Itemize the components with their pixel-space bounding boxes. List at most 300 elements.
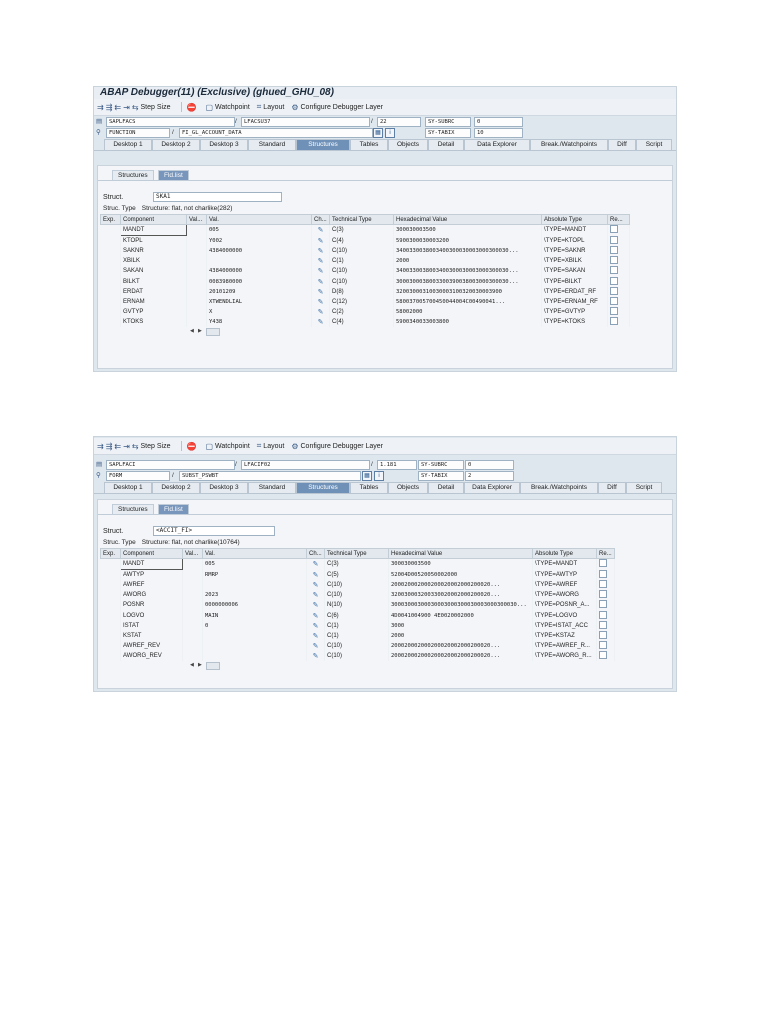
pencil-icon[interactable]: ✎ bbox=[312, 612, 319, 620]
step-size-button[interactable]: ⇆ Step Size bbox=[131, 441, 171, 451]
table-row[interactable] bbox=[101, 256, 630, 266]
value-cell[interactable] bbox=[203, 631, 307, 641]
tab-break-watchpoints[interactable]: Break./Watchpoints bbox=[520, 482, 598, 493]
change-cell[interactable] bbox=[312, 317, 330, 327]
reference-checkbox[interactable] bbox=[610, 297, 618, 305]
change-cell[interactable] bbox=[312, 276, 330, 286]
absolute-type-cell: \TYPE=ERDAT_RF bbox=[542, 287, 608, 297]
reference-cell bbox=[608, 256, 630, 266]
field-list-table bbox=[100, 214, 630, 327]
tab-desktop-1[interactable]: Desktop 1 bbox=[104, 139, 152, 150]
column-header[interactable]: Component bbox=[121, 549, 183, 559]
column-header[interactable]: Ch... bbox=[307, 549, 325, 559]
tab-script[interactable]: Script bbox=[636, 139, 672, 150]
tab-diff[interactable]: Diff bbox=[608, 139, 636, 150]
value-flag-cell bbox=[183, 610, 203, 620]
scrollbar-thumb[interactable] bbox=[206, 662, 220, 670]
change-cell[interactable] bbox=[307, 600, 325, 610]
change-cell[interactable] bbox=[312, 307, 330, 317]
technical-type-cell: C(10) bbox=[330, 266, 394, 276]
value-cell[interactable]: MAIN bbox=[203, 610, 307, 620]
reference-cell bbox=[608, 246, 630, 256]
column-header[interactable]: Exp. bbox=[101, 549, 121, 559]
tab-break-watchpoints[interactable]: Break./Watchpoints bbox=[530, 139, 608, 150]
change-cell[interactable] bbox=[312, 246, 330, 256]
hex-value-cell: 2000 bbox=[389, 631, 533, 641]
reference-cell bbox=[608, 317, 630, 327]
tab-tables[interactable]: Tables bbox=[350, 482, 388, 493]
technical-type-cell: C(10) bbox=[330, 246, 394, 256]
reference-checkbox[interactable] bbox=[610, 236, 618, 244]
value-cell[interactable]: 4384000000 bbox=[207, 266, 312, 276]
tab-structures[interactable]: Structures bbox=[296, 482, 350, 493]
component-cell: SAKAN bbox=[121, 266, 187, 276]
absolute-type-cell: \TYPE=MANDT bbox=[533, 559, 597, 570]
pencil-icon[interactable]: ✎ bbox=[312, 571, 319, 579]
table-row[interactable] bbox=[101, 276, 630, 286]
table-row[interactable] bbox=[101, 236, 630, 247]
struct-row bbox=[98, 191, 672, 204]
reference-checkbox[interactable] bbox=[610, 225, 618, 233]
step-into-icon[interactable]: ⇉ bbox=[97, 102, 104, 112]
table-body bbox=[101, 559, 615, 661]
expand-cell bbox=[101, 590, 121, 600]
pencil-icon[interactable]: ✎ bbox=[317, 298, 324, 306]
value-flag-cell bbox=[187, 266, 207, 276]
column-header[interactable]: Val. bbox=[207, 215, 312, 225]
step-over-icon[interactable]: ⇶ bbox=[105, 102, 113, 112]
tab-desktop-2[interactable]: Desktop 2 bbox=[152, 482, 200, 493]
tab-detail[interactable]: Detail bbox=[428, 139, 464, 150]
tab-standard[interactable]: Standard bbox=[248, 139, 296, 150]
technical-type-cell: C(12) bbox=[330, 297, 394, 307]
expand-cell bbox=[101, 256, 121, 266]
pencil-icon[interactable]: ✎ bbox=[317, 227, 324, 235]
hex-value-cell: 4D0041004900 4E0020002000 bbox=[389, 610, 533, 620]
table-row[interactable] bbox=[101, 610, 615, 620]
change-cell[interactable] bbox=[307, 651, 325, 661]
scroll-right-icon[interactable]: ▶ bbox=[198, 661, 202, 668]
reference-checkbox[interactable] bbox=[610, 256, 618, 264]
change-cell[interactable] bbox=[312, 236, 330, 247]
pencil-icon[interactable]: ✎ bbox=[317, 237, 324, 245]
reference-checkbox[interactable] bbox=[610, 246, 618, 254]
horizontal-scrollbar[interactable] bbox=[98, 327, 672, 336]
reference-checkbox[interactable] bbox=[610, 266, 618, 274]
tab-objects[interactable]: Objects bbox=[388, 482, 428, 493]
change-cell[interactable] bbox=[307, 631, 325, 641]
reference-cell bbox=[608, 287, 630, 297]
component-cell: AWREF bbox=[121, 580, 183, 590]
reference-checkbox[interactable] bbox=[610, 317, 618, 325]
tab-desktop-1[interactable]: Desktop 1 bbox=[104, 482, 152, 493]
absolute-type-cell: \TYPE=ISTAT_ACC bbox=[533, 621, 597, 631]
expand-cell bbox=[101, 307, 121, 317]
value-cell[interactable]: RMRP bbox=[203, 570, 307, 581]
reference-checkbox[interactable] bbox=[599, 621, 607, 629]
reference-checkbox[interactable] bbox=[599, 651, 607, 659]
value-flag-cell bbox=[187, 297, 207, 307]
tab-structures[interactable]: Structures bbox=[296, 139, 350, 150]
column-header[interactable]: Val... bbox=[183, 549, 203, 559]
expand-cell bbox=[101, 600, 121, 610]
reference-cell bbox=[608, 225, 630, 236]
expand-cell bbox=[101, 266, 121, 276]
pencil-icon[interactable]: ✎ bbox=[312, 652, 319, 660]
table-row[interactable] bbox=[101, 621, 615, 631]
info-icon[interactable]: i bbox=[374, 471, 384, 481]
hex-value-cell: 5900300030003200 bbox=[394, 236, 542, 247]
table-row[interactable] bbox=[101, 559, 615, 570]
value-cell[interactable]: Y002 bbox=[207, 236, 312, 247]
hex-value-cell: 320030003200330020002000200020... bbox=[389, 590, 533, 600]
absolute-type-cell: \TYPE=AWORG bbox=[533, 590, 597, 600]
subtab-structures[interactable]: Structures bbox=[112, 170, 154, 180]
step-into-icon[interactable]: ⇉ bbox=[97, 441, 104, 451]
absolute-type-cell: \TYPE=SAKNR bbox=[542, 246, 608, 256]
hex-value-cell: 52004D00520050002000 bbox=[389, 570, 533, 581]
table-row[interactable] bbox=[101, 307, 630, 317]
expand-cell bbox=[101, 631, 121, 641]
absolute-type-cell: \TYPE=XBILK bbox=[542, 256, 608, 266]
continue-icon[interactable]: ⇥ bbox=[123, 102, 130, 112]
struct-input[interactable]: <ACCIT_FI> bbox=[153, 526, 275, 536]
document-icon: ▢ bbox=[205, 441, 214, 451]
value-cell[interactable] bbox=[203, 580, 307, 590]
configure-layer-button[interactable]: ⚙ Configure Debugger Layer bbox=[291, 102, 383, 112]
reference-cell bbox=[597, 590, 615, 600]
scroll-right-icon[interactable]: ▶ bbox=[198, 327, 202, 334]
value-cell[interactable]: 4384000000 bbox=[207, 246, 312, 256]
watchpoint-button[interactable]: ▢ Watchpoint bbox=[205, 102, 250, 112]
struc-type-row bbox=[98, 538, 672, 548]
display-source-icon[interactable]: ▦ bbox=[373, 128, 383, 138]
table-row[interactable] bbox=[101, 600, 615, 610]
step-return-icon[interactable]: ⇇ bbox=[114, 441, 122, 451]
struc-type-value: Structure: flat, not charlike(10764) bbox=[141, 539, 240, 546]
step-return-icon[interactable]: ⇇ bbox=[114, 102, 122, 112]
reference-cell bbox=[597, 559, 615, 570]
tab-desktop-2[interactable]: Desktop 2 bbox=[152, 139, 200, 150]
column-header[interactable]: Val... bbox=[187, 215, 207, 225]
event-field[interactable]: FI_GL_ACCOUNT_DATA bbox=[179, 128, 373, 138]
tab-tables[interactable]: Tables bbox=[350, 139, 388, 150]
value-cell[interactable]: 0000000006 bbox=[203, 600, 307, 610]
reference-checkbox[interactable] bbox=[599, 590, 607, 598]
value-cell[interactable]: 20101209 bbox=[207, 287, 312, 297]
value-flag-cell bbox=[187, 225, 207, 236]
program-field[interactable]: SAPLFACI bbox=[106, 460, 235, 470]
column-header[interactable]: Ch... bbox=[312, 215, 330, 225]
pencil-icon[interactable]: ✎ bbox=[312, 592, 319, 600]
value-flag-cell bbox=[183, 651, 203, 661]
continue-icon[interactable]: ⇥ bbox=[123, 441, 130, 451]
scroll-left-icon[interactable]: ◀ bbox=[190, 327, 194, 334]
reference-checkbox[interactable] bbox=[599, 641, 607, 649]
absolute-type-cell: \TYPE=AWTYP bbox=[533, 570, 597, 581]
technical-type-cell: C(10) bbox=[325, 641, 389, 651]
tab-objects[interactable]: Objects bbox=[388, 139, 428, 150]
tab-desktop-3[interactable]: Desktop 3 bbox=[200, 482, 248, 493]
column-header[interactable]: Val. bbox=[203, 549, 307, 559]
hex-value-cell: 5900340033003800 bbox=[394, 317, 542, 327]
value-flag-cell bbox=[187, 256, 207, 266]
pencil-icon[interactable]: ✎ bbox=[312, 632, 319, 640]
scroll-left-icon[interactable]: ◀ bbox=[190, 661, 194, 668]
change-cell[interactable] bbox=[307, 621, 325, 631]
value-flag-cell bbox=[183, 641, 203, 651]
step-over-icon[interactable]: ⇶ bbox=[105, 441, 113, 451]
configure-layer-button[interactable]: ⚙ Configure Debugger Layer bbox=[291, 441, 383, 451]
table-row[interactable] bbox=[101, 570, 615, 581]
sy-subrc-value: 0 bbox=[465, 460, 514, 470]
value-cell[interactable]: 0083980000 bbox=[207, 276, 312, 286]
reference-cell bbox=[597, 621, 615, 631]
value-cell[interactable]: 2023 bbox=[203, 590, 307, 600]
component-cell: KTOKS bbox=[121, 317, 187, 327]
reference-checkbox[interactable] bbox=[599, 600, 607, 608]
component-cell: MANDT bbox=[121, 559, 183, 570]
column-header[interactable]: Exp. bbox=[101, 215, 121, 225]
technical-type-cell: C(10) bbox=[325, 580, 389, 590]
sy-tabix-label: SY-TABIX bbox=[418, 471, 464, 481]
table-row[interactable] bbox=[101, 641, 615, 651]
reference-checkbox[interactable] bbox=[610, 307, 618, 315]
configure-icon: ⚙ bbox=[291, 102, 299, 112]
absolute-type-cell: \TYPE=KTOPL bbox=[542, 236, 608, 247]
table-row[interactable] bbox=[101, 266, 630, 276]
event-field[interactable]: SUBST_PSWBT bbox=[179, 471, 361, 481]
change-cell[interactable] bbox=[312, 287, 330, 297]
include-field[interactable]: LFACIF02 bbox=[241, 460, 370, 470]
column-header[interactable]: Component bbox=[121, 215, 187, 225]
reference-checkbox[interactable] bbox=[599, 570, 607, 578]
display-source-icon[interactable]: ▦ bbox=[362, 471, 372, 481]
debugger-screenshot-2 bbox=[93, 436, 677, 692]
expand-cell bbox=[101, 236, 121, 247]
reference-checkbox[interactable] bbox=[599, 631, 607, 639]
pencil-icon[interactable]: ✎ bbox=[317, 308, 324, 316]
structure-subtabs bbox=[98, 170, 672, 181]
reference-checkbox[interactable] bbox=[599, 611, 607, 619]
tab-data-explorer[interactable]: Data Explorer bbox=[464, 139, 530, 150]
expand-cell bbox=[101, 651, 121, 661]
slash-separator: / bbox=[235, 118, 237, 125]
pencil-icon[interactable]: ✎ bbox=[312, 582, 319, 590]
pencil-icon[interactable]: ✎ bbox=[317, 248, 324, 256]
value-flag-cell bbox=[187, 246, 207, 256]
value-flag-cell bbox=[183, 570, 203, 581]
change-cell[interactable] bbox=[312, 297, 330, 307]
change-cell[interactable] bbox=[307, 570, 325, 581]
struct-input[interactable]: SKA1 bbox=[153, 192, 282, 202]
struc-type-label: Struc. Type bbox=[103, 205, 136, 212]
change-cell[interactable] bbox=[312, 266, 330, 276]
info-icon[interactable]: i bbox=[385, 128, 395, 138]
value-cell[interactable] bbox=[203, 651, 307, 661]
reference-cell bbox=[608, 276, 630, 286]
pencil-icon[interactable]: ✎ bbox=[317, 278, 324, 286]
pencil-icon[interactable]: ✎ bbox=[317, 268, 324, 276]
table-row[interactable] bbox=[101, 246, 630, 256]
hex-value-cell: 300030003500 bbox=[389, 559, 533, 570]
value-cell[interactable] bbox=[207, 256, 312, 266]
reference-cell bbox=[608, 297, 630, 307]
struc-type-row bbox=[98, 204, 672, 214]
change-cell[interactable] bbox=[307, 641, 325, 651]
subtab-field-list[interactable]: Fld.list bbox=[158, 504, 189, 514]
hex-value-cell: 200020002000200020002000200020... bbox=[389, 580, 533, 590]
field-list-table bbox=[100, 548, 615, 661]
column-header[interactable]: Re... bbox=[597, 549, 615, 559]
table-row[interactable] bbox=[101, 651, 615, 661]
program-info-row bbox=[94, 459, 676, 470]
tab-diff[interactable]: Diff bbox=[598, 482, 626, 493]
debugger-toolbar bbox=[94, 99, 676, 116]
desktop-tabs bbox=[94, 139, 676, 151]
table-row[interactable] bbox=[101, 590, 615, 600]
subtab-structures[interactable]: Structures bbox=[112, 504, 154, 514]
struc-type-value: Structure: flat, not charlike(282) bbox=[141, 205, 233, 212]
reference-cell bbox=[597, 651, 615, 661]
struct-row bbox=[98, 525, 672, 538]
table-row[interactable] bbox=[101, 297, 630, 307]
struct-label: Struct. bbox=[103, 194, 124, 201]
value-cell[interactable]: 005 bbox=[203, 559, 307, 570]
subtab-field-list[interactable]: Fld.list bbox=[158, 170, 189, 180]
horizontal-scrollbar[interactable] bbox=[98, 661, 672, 670]
component-cell: ISTAT bbox=[121, 621, 183, 631]
technical-type-cell: C(4) bbox=[330, 236, 394, 247]
column-header[interactable]: Absolute Type bbox=[533, 549, 597, 559]
layout-button[interactable]: ⌗ Layout bbox=[256, 102, 285, 111]
event-type-field[interactable]: FORM bbox=[106, 471, 170, 481]
step-size-button[interactable]: ⇆ Step Size bbox=[131, 102, 171, 112]
value-flag-cell bbox=[183, 559, 203, 570]
value-cell[interactable]: 005 bbox=[207, 225, 312, 236]
absolute-type-cell: \TYPE=AWREF bbox=[533, 580, 597, 590]
value-cell[interactable]: XTWENDLIAL bbox=[207, 297, 312, 307]
column-header[interactable]: Hexadecimal Value bbox=[394, 215, 542, 225]
watchpoint-button[interactable]: ▢ Watchpoint bbox=[205, 441, 250, 451]
reference-cell bbox=[597, 570, 615, 581]
value-cell[interactable]: Y438 bbox=[207, 317, 312, 327]
hex-value-cell: 200020002000200020002000200020... bbox=[389, 641, 533, 651]
slash-separator: / bbox=[371, 461, 373, 468]
reference-checkbox[interactable] bbox=[610, 287, 618, 295]
table-row[interactable] bbox=[101, 225, 630, 236]
pencil-icon[interactable]: ✎ bbox=[312, 602, 319, 610]
slash-separator: / bbox=[172, 129, 174, 136]
stop-button[interactable] bbox=[186, 442, 198, 451]
pencil-icon[interactable]: ✎ bbox=[312, 561, 319, 569]
event-type-field[interactable]: FUNCTION bbox=[106, 128, 170, 138]
reference-checkbox[interactable] bbox=[599, 580, 607, 588]
absolute-type-cell: \TYPE=BILKT bbox=[542, 276, 608, 286]
program-field[interactable]: SAPLFACS bbox=[106, 117, 235, 127]
pencil-icon[interactable]: ✎ bbox=[317, 318, 324, 326]
tab-standard[interactable]: Standard bbox=[248, 482, 296, 493]
column-header[interactable]: Hexadecimal Value bbox=[389, 549, 533, 559]
column-header[interactable]: Technical Type bbox=[330, 215, 394, 225]
value-cell[interactable] bbox=[203, 641, 307, 651]
change-cell[interactable] bbox=[307, 610, 325, 620]
include-field[interactable]: LFACSU37 bbox=[241, 117, 370, 127]
line-field[interactable]: 22 bbox=[377, 117, 421, 127]
reference-cell bbox=[608, 307, 630, 317]
configure-icon: ⚙ bbox=[291, 441, 299, 451]
change-cell[interactable] bbox=[312, 225, 330, 236]
pencil-icon[interactable]: ✎ bbox=[317, 258, 324, 266]
value-flag-cell bbox=[187, 276, 207, 286]
value-flag-cell bbox=[187, 236, 207, 247]
change-cell[interactable] bbox=[312, 256, 330, 266]
expand-cell bbox=[101, 276, 121, 286]
slash-separator: / bbox=[235, 461, 237, 468]
change-cell[interactable] bbox=[307, 580, 325, 590]
component-cell: AWORG bbox=[121, 590, 183, 600]
pencil-icon[interactable]: ✎ bbox=[312, 622, 319, 630]
pencil-icon[interactable]: ✎ bbox=[312, 642, 319, 650]
component-cell: KSTAT bbox=[121, 631, 183, 641]
table-row[interactable] bbox=[101, 317, 630, 327]
line-field[interactable]: 1.181 bbox=[377, 460, 417, 470]
tab-script[interactable]: Script bbox=[626, 482, 662, 493]
stop-button[interactable] bbox=[186, 103, 198, 112]
table-row[interactable] bbox=[101, 580, 615, 590]
component-cell: AWORG_REV bbox=[121, 651, 183, 661]
structure-subtabs bbox=[98, 504, 672, 515]
expand-cell bbox=[101, 297, 121, 307]
technical-type-cell: C(5) bbox=[325, 570, 389, 581]
layout-button[interactable]: ⌗ Layout bbox=[256, 441, 285, 450]
technical-type-cell: C(10) bbox=[325, 590, 389, 600]
hex-value-cell: 58002000 bbox=[394, 307, 542, 317]
absolute-type-cell: \TYPE=POSNR_A... bbox=[533, 600, 597, 610]
absolute-type-cell: \TYPE=GVTYP bbox=[542, 307, 608, 317]
pencil-icon[interactable]: ✎ bbox=[317, 288, 324, 296]
reference-cell bbox=[597, 580, 615, 590]
technical-type-cell: C(1) bbox=[330, 256, 394, 266]
component-cell: LOGVO bbox=[121, 610, 183, 620]
reference-checkbox[interactable] bbox=[599, 559, 607, 567]
toolbar-separator bbox=[181, 441, 182, 451]
reference-cell bbox=[597, 631, 615, 641]
component-cell: AWREF_REV bbox=[121, 641, 183, 651]
sy-subrc-value: 0 bbox=[474, 117, 523, 127]
value-flag-cell bbox=[183, 580, 203, 590]
change-cell[interactable] bbox=[307, 559, 325, 570]
tab-data-explorer[interactable]: Data Explorer bbox=[464, 482, 520, 493]
hex-value-cell: 200020002000200020002000200020... bbox=[389, 651, 533, 661]
reference-checkbox[interactable] bbox=[610, 277, 618, 285]
debugger-toolbar bbox=[94, 438, 676, 455]
value-cell[interactable]: X bbox=[207, 307, 312, 317]
scrollbar-thumb[interactable] bbox=[206, 328, 220, 336]
hex-value-cell: 3000 bbox=[389, 621, 533, 631]
table-row[interactable] bbox=[101, 631, 615, 641]
column-header[interactable]: Re... bbox=[608, 215, 630, 225]
slash-separator: / bbox=[172, 472, 174, 479]
table-row[interactable] bbox=[101, 287, 630, 297]
tab-detail[interactable]: Detail bbox=[428, 482, 464, 493]
value-cell[interactable]: 0 bbox=[203, 621, 307, 631]
column-header[interactable]: Absolute Type bbox=[542, 215, 608, 225]
stop-icon: ⛔ bbox=[186, 441, 197, 451]
column-header[interactable]: Technical Type bbox=[325, 549, 389, 559]
tab-desktop-3[interactable]: Desktop 3 bbox=[200, 139, 248, 150]
change-cell[interactable] bbox=[307, 590, 325, 600]
